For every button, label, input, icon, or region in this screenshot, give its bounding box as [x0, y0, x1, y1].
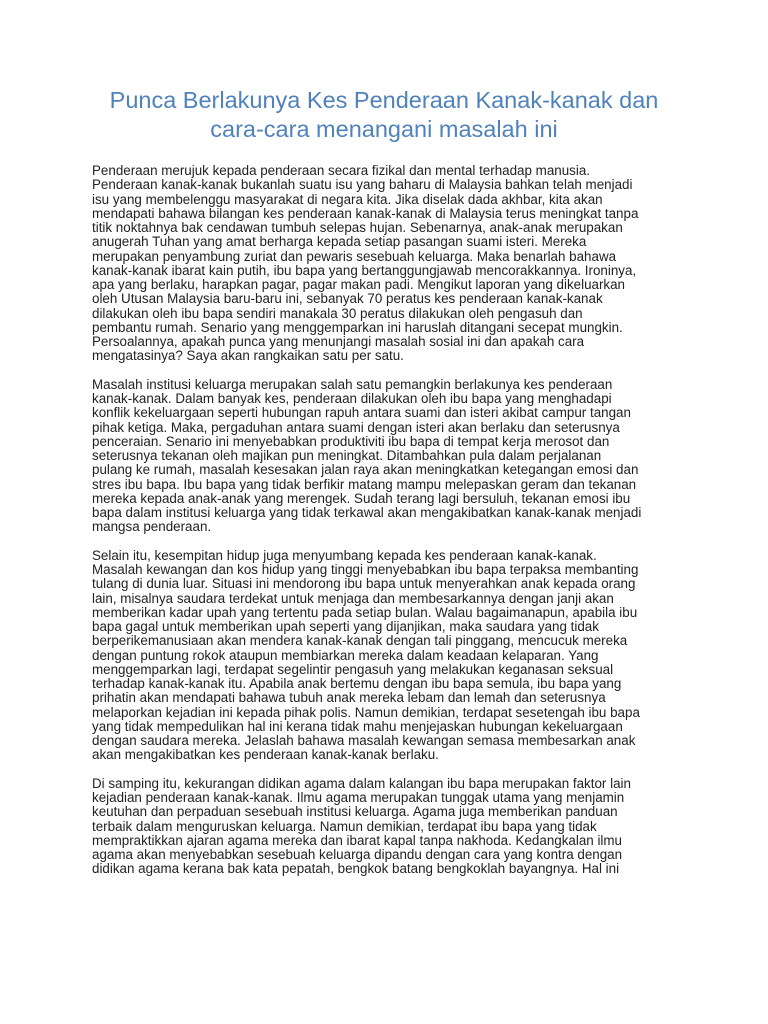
paragraph-family-institution	[92, 378, 680, 535]
text-line: bapa gagal untuk memberikan upah seperti yang dijanjikan, maka saudara yang tidak	[92, 619, 599, 634]
text-line: anugerah Tuhan yang amat berharga kepada setiap pasangan suami isteri. Mereka	[92, 234, 587, 250]
text-line: prihatin akan mendapati bahawa tubuh anak mereka lebam dan lemah dan seterusnya	[92, 690, 606, 706]
text-line: isu yang membelenggu masyarakat di negara kita. Jika diselak dada akhbar, kita akan	[92, 191, 603, 207]
text-line: mempraktikkan ajaran agama mereka dan ibarat kapal tanpa nakhoda. Kedangkalan ilmu	[92, 832, 622, 848]
text-line: pihak ketiga. Maka, pergaduhan antara suami dengan isteri akan berlaku dan seterusnya	[92, 419, 620, 435]
text-line: mereka kepada anak-anak yang merengek. Sudah terang lagi bersuluh, tekanan emosi ibu	[92, 490, 631, 506]
text-line: mangsa penderaan.	[92, 519, 212, 535]
text-line: Masalah institusi keluarga merupakan salah satu pemangkin berlakunya kes penderaan	[92, 376, 613, 392]
text-line: mengatasinya? Saya akan rangkaikan satu per satu.	[92, 348, 404, 364]
title-line: cara-cara menangani masalah ini	[210, 116, 558, 142]
text-line: mendapati bahawa bilangan kes penderaan kanak-kanak di Malaysia terus meningkat tanpa	[92, 205, 639, 221]
text-line: pembantu rumah. Senario yang menggemparkan ini haruslah ditangani secepat mungkin.	[92, 319, 623, 335]
text-line: terhadap kanak-kanak itu. Apabila anak bertemu dengan ibu bapa semula, ibu bapa yang	[92, 676, 622, 691]
text-line: akan mengakibatkan kes penderaan kanak-kanak berlaku.	[92, 747, 439, 763]
text-line: penceraian. Senario ini menyebabkan produktiviti ibu bapa di tempat kerja merosot dan	[92, 433, 610, 449]
text-line: dengan puntung rokok ataupun membiarkan mereka dalam keadaan kelaparan. Yang	[92, 647, 599, 663]
text-line: Persoalannya, apakah punca yang menunjangi masalah sosial ini dan apakah cara	[92, 334, 585, 349]
text-line: didikan agama kerana bak kata pepatah, bengkok batang bengkoklah bayangnya. Hal ini	[92, 861, 620, 877]
text-line: Penderaan merujuk kepada penderaan secara fizikal dan mental terhadap manusia.	[92, 163, 591, 178]
text-line: stres ibu bapa. Ibu bapa yang tidak berfikir matang mampu melepaskan geram dan tekanan	[92, 476, 637, 492]
text-line: bapa dalam institusi keluarga yang tidak terkawal akan mengakibatkan kanak-kanak menjadi	[92, 505, 642, 520]
text-line: berperikemanusiaan akan mendera kanak-kanak dengan tali pinggang, mencucuk mereka	[92, 633, 628, 649]
text-line: konflik kekeluargaan seperti hubungan rapuh antara suami dan isteri akibat campur tangan	[92, 405, 631, 421]
text-line: kanak-kanak. Dalam banyak kes, penderaan dilakukan oleh ibu bapa yang menghadapi	[92, 391, 612, 406]
text-line: tulang di dunia luar. Situasi ini mendorong ibu bapa untuk menyerahkan anak kepada orang	[92, 576, 636, 592]
text-line: kejadian penderaan kanak-kanak. Ilmu agama merupakan tunggak utama yang menjamin	[92, 790, 625, 805]
text-line: apa yang berlaku, harapkan pagar, pagar makan padi. Mengikut laporan yang dikeluarkan	[92, 277, 626, 292]
text-line: melaporkan kejadian ini kepada pihak polis. Namun demikian, terdapat sesetengah ibu bapa	[92, 704, 640, 720]
text-line: merupakan penyambung zuriat dan pewaris sesebuah keluarga. Maka benarlah bahawa	[92, 248, 617, 264]
paragraph-intro	[92, 164, 680, 364]
text-line: oleh Utusan Malaysia baru-baru ini, sebanyak 70 peratus kes penderaan kanak-kanak	[92, 291, 603, 307]
text-line: kanak-kanak ibarat kain putih, ibu bapa yang bertanggungjawab mencorakkannya. Ironinya,	[92, 262, 637, 278]
text-line: Penderaan kanak-kanak bukanlah suatu isu yang baharu di Malaysia bahkan telah menjadi	[92, 177, 633, 193]
title-line: Punca Berlakunya Kes Penderaan Kanak-kanak dan	[109, 87, 659, 113]
text-line: lain, misalnya saudara terdekat untuk menjaga dan membesarkannya dengan janji akan	[92, 590, 614, 606]
text-line: memberikan kadar upah yang tertentu pada setiap bulan. Walau bagaimanapun, apabila ibu	[92, 604, 638, 620]
text-line: Selain itu, kesempitan hidup juga menyumbang kepada kes penderaan kanak-kanak.	[92, 547, 597, 563]
text-line: seterusnya tekanan oleh majikan pun meningkat. Ditambahkan pula dalam perjalanan	[92, 448, 602, 463]
text-line: terbaik dalam menguruskan keluarga. Namun demikian, terdapat ibu bapa yang tidak	[92, 818, 597, 834]
text-line: Di samping itu, kekurangan didikan agama dalam kalangan ibu bapa merupakan faktor lain	[92, 775, 631, 791]
text-line: agama akan menyebabkan sesebuah keluarga dipandu dengan cara yang kontra dengan	[92, 847, 623, 862]
text-line: dengan saudara mereka. Jelaslah bahawa masalah kewangan semasa membesarkan anak	[92, 733, 636, 748]
text-line: yang tidak mempedulikan hal ini kerana tidak mahu menjejaskan hubungan kekeluargaan	[92, 718, 623, 734]
text-line: keutuhan dan perpaduan sesebuah institusi keluarga. Agama juga memberikan panduan	[92, 804, 618, 820]
text-line: menggemparkan lagi, terdapat segelintir pengasuh yang melakukan keganasan seksual	[92, 661, 614, 677]
document-title	[92, 86, 676, 144]
text-line: pulang ke rumah, masalah kesesakan jalan raya akan meningkatkan ketegangan emosi dan	[92, 462, 639, 478]
document-body	[92, 164, 680, 891]
paragraph-financial-hardship	[92, 549, 680, 763]
text-line: Masalah kewangan dan kos hidup yang tinggi menyebabkan ibu bapa terpaksa membanting	[92, 562, 639, 577]
text-line: titik noktahnya bak cendawan tumbuh selepas hujan. Sebenarnya, anak-anak merupakan	[92, 220, 623, 235]
paragraph-religious-education	[92, 777, 680, 877]
text-line: dilakukan oleh ibu bapa sendiri manakala 30 peratus dilakukan oleh pengasuh dan	[92, 305, 583, 321]
